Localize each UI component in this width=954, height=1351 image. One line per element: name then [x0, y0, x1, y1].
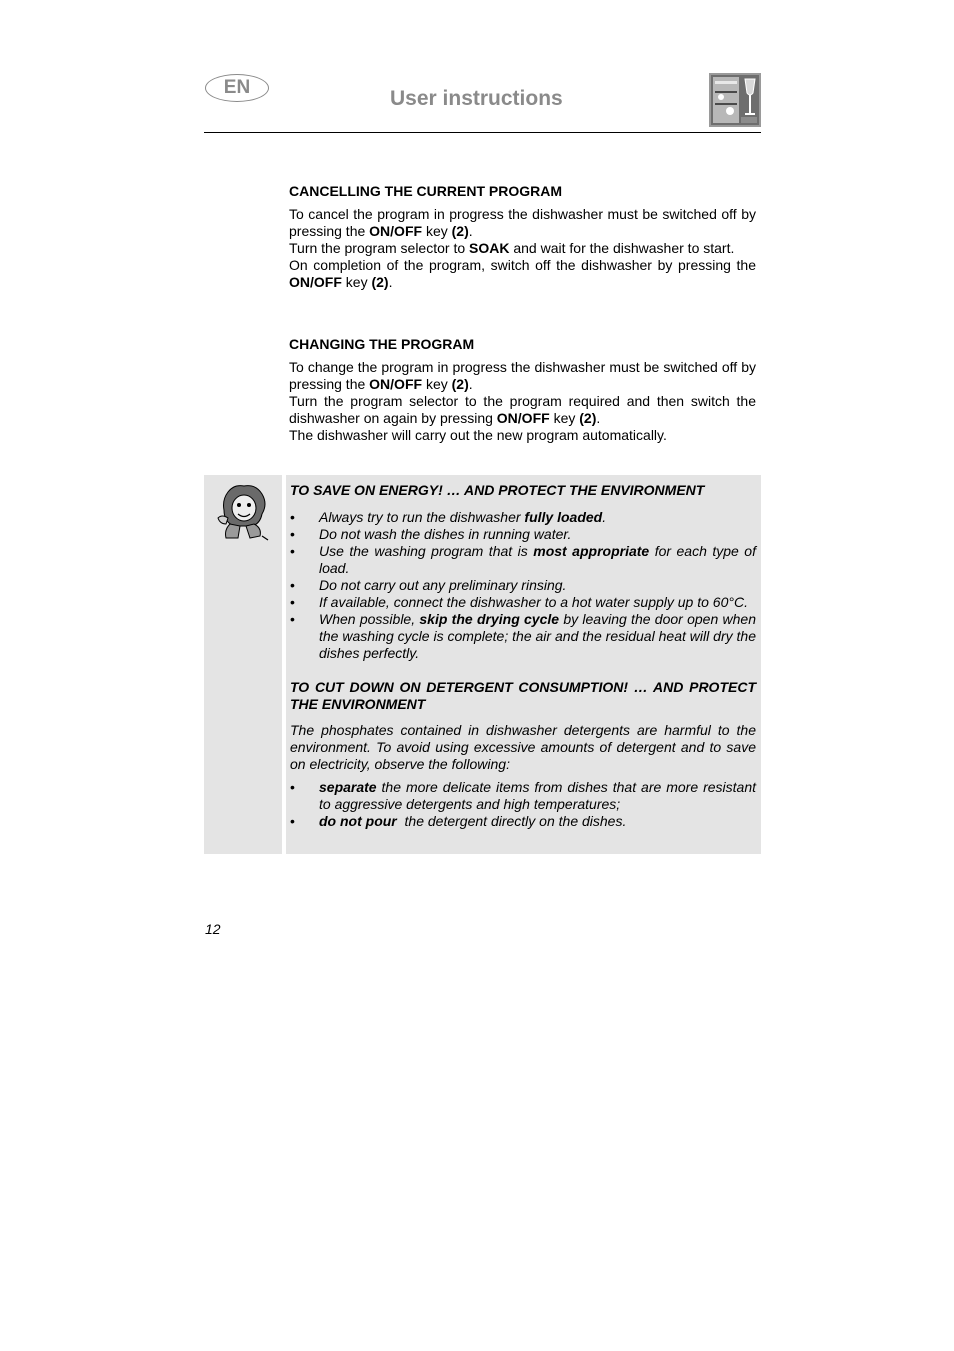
header-divider	[204, 132, 761, 133]
key-number: (2)	[451, 223, 469, 239]
text: .	[468, 376, 473, 392]
section-heading: CANCELLING THE CURRENT PROGRAM	[289, 183, 562, 199]
key-number: (2)	[579, 410, 597, 426]
text: the more delicate items from dishes that are more resistant to aggressive detergents and high temperatures;	[319, 779, 756, 812]
text: .	[468, 223, 473, 239]
page-number: 12	[205, 921, 221, 937]
cartoon-mascot-icon	[216, 484, 270, 542]
detergent-intro: The phosphates contained in dishwasher detergents are harmful to the environment. To avoid using excessive amounts of detergent and to save on electricity, observe the following:	[290, 722, 756, 772]
change-program-section	[289, 336, 756, 444]
list-item	[290, 509, 756, 526]
list-item: • Do not carry out any preliminary rinsing.	[290, 577, 756, 594]
emphasis: skip the drying cycle	[419, 611, 560, 627]
language-badge: EN	[205, 74, 269, 102]
list-item	[290, 543, 756, 577]
page-header	[204, 70, 761, 134]
text: .	[596, 410, 601, 426]
environment-tips-box	[204, 475, 761, 854]
paragraph	[289, 257, 756, 291]
list-item: • If available, connect the dishwasher to a hot water supply up to 60°C.	[290, 594, 756, 611]
paragraph	[289, 393, 756, 427]
key-name: ON/OFF	[289, 274, 342, 290]
text: .	[388, 274, 393, 290]
key-number: (2)	[451, 376, 469, 392]
section-heading: CHANGING THE PROGRAM	[289, 336, 475, 352]
text: for each type of load.	[319, 543, 756, 576]
text: Turn the program selector to the program required and then switch the dishwasher on again by pressing	[289, 393, 756, 426]
paragraph	[289, 359, 756, 393]
emphasis: separate	[319, 779, 377, 795]
text: Use the washing program that is	[319, 543, 534, 559]
text: Always try to run the dishwasher	[319, 509, 525, 525]
text: the detergent directly on the dishes.	[396, 813, 627, 829]
list-item	[290, 813, 756, 830]
key-name: ON/OFF	[369, 223, 423, 239]
cancel-program-section	[289, 183, 756, 291]
text: key	[422, 223, 452, 239]
text: On completion of the program, switch off the dishwasher by pressing the	[289, 257, 756, 273]
list-item	[290, 611, 756, 662]
text: When possible,	[319, 611, 420, 627]
key-name: ON/OFF	[496, 410, 550, 426]
text: key	[422, 376, 452, 392]
detergent-tips-list	[290, 779, 756, 830]
tip-icon-column	[204, 475, 282, 854]
list-item	[290, 779, 756, 813]
detergent-tips-heading: TO CUT DOWN ON DETERGENT CONSUMPTION! … AND PROTECT THE ENVIRONMENT	[290, 679, 756, 712]
page-title: User instructions	[390, 87, 563, 110]
text: To change the program in progress the dishwasher must be switched off by pressing the	[289, 359, 756, 392]
text: key	[341, 274, 372, 290]
text: by leaving the door open when the washing cycle is complete; the air and the residual heat will dry the dishes perfectly.	[319, 611, 756, 661]
tip-content	[290, 482, 756, 830]
emphasis: most appropriate	[533, 543, 650, 559]
text: .	[602, 509, 607, 525]
energy-tips-heading: TO SAVE ON ENERGY! … AND PROTECT THE ENVIRONMENT	[290, 482, 705, 498]
key-name: ON/OFF	[369, 376, 423, 392]
dishwasher-photo-icon	[709, 73, 761, 127]
emphasis: do not pour	[319, 813, 397, 829]
paragraph	[289, 240, 756, 257]
text: key	[549, 410, 580, 426]
emphasis: fully loaded	[524, 509, 603, 525]
key-number: (2)	[371, 274, 389, 290]
text: and wait for the dishwasher to start.	[509, 240, 735, 256]
program-name: SOAK	[469, 240, 510, 256]
tip-text-column	[286, 475, 761, 854]
text: To cancel the program in progress the dishwasher must be switched off by pressing the	[289, 206, 756, 239]
paragraph	[289, 206, 756, 240]
list-item: • Do not wash the dishes in running water.	[290, 526, 756, 543]
paragraph: The dishwasher will carry out the new program automatically.	[289, 427, 667, 443]
text: Turn the program selector to	[289, 240, 470, 256]
energy-tips-list	[290, 509, 756, 662]
